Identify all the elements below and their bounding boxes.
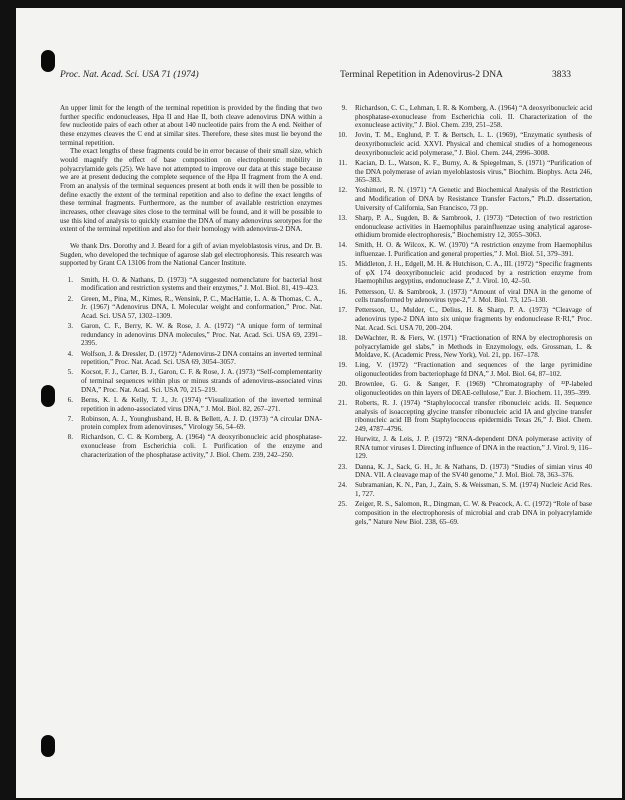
reference-item [60,368,322,394]
binder-hole [41,50,55,72]
reference-number: 5. [67,368,73,377]
reference-number: 10. [338,131,347,140]
reference-item [334,399,592,434]
reference-text: Yoshimori, R. N. (1971) “A Genetic and Biochemical Analysis of the Restriction and Modification of DNA by Resistance Transfer Factors,” Ph.D. dissertation, University of California, San Francisco, 73 pp. [355,186,592,212]
reference-item [60,276,322,293]
reference-item [334,361,592,378]
reference-item [334,186,592,212]
article-title: Terminal Repetition in Adenovirus-2 DNA [340,70,503,80]
reference-item [60,295,322,321]
reference-text: Garon, C. F., Berry, K. W. & Rose, J. A. (1972) “A unique form of terminal redundancy in adenovirus DNA molecules,” Proc. Nat. Acad. Sci. USA 69, 2391–2395. [81,322,322,348]
reference-number: 13. [338,213,347,222]
reference-item [334,481,592,498]
reference-text: Wolfson, J. & Dressler, D. (1972) “Adenovirus-2 DNA contains an inverted terminal repetition,” Proc. Nat. Acad. Sci. USA 69, 3054–3057. [81,349,322,367]
reference-number: 19. [338,361,347,370]
reference-text: Sharp, P. A., Sugden, B. & Sambrook, J. (1973) “Detection of two restriction endonuclease activities in Haemophilus parainfluenzae using analytical agarose-ethidium bromide electrophoresis,” Biochemistry 12, 3055–3063. [355,213,592,240]
reference-list [334,104,592,526]
reference-text: Subramanian, K. N., Pan, J., Zain, S. & Weissman, S. M. (1974) Nucleic Acid Res. 1, 727. [355,481,592,499]
reference-text: Smith, H. O. & Nathans, D. (1973) “A suggested nomenclature for bacterial host modification and restriction systems and their enzymes,” J. Mol. Biol. 81, 419–423. [81,275,322,293]
reference-item [60,396,322,413]
reference-number: 17. [338,306,347,315]
reference-item [60,322,322,348]
right-column [334,104,592,528]
reference-item [60,350,322,367]
reference-text: Zeiger, R. S., Salomon, R., Dingman, C. W. & Peacock, A. C. (1972) “Role of base composition in the electrophoresis of microbial and crab DNA in polyacrylamide gels,” Nature New Biol. 238, 65–69. [355,500,592,526]
reference-number: 21. [338,399,347,407]
reference-item [334,435,592,461]
binder-hole [41,735,55,757]
reference-item [334,214,592,240]
reference-number: 7. [67,414,73,423]
reference-number: 3. [67,322,73,331]
reference-number: 9. [341,104,347,112]
reference-item [60,433,322,459]
reference-number: 15. [338,260,347,269]
reference-number: 14. [338,241,347,250]
reference-text: Pettersson, U., Mulder, C., Delius, H. & Sharp, P. A. (1973) “Cleavage of adenovirus type-2 DNA into six unique fragments by endonuclease R·RI,” Proc. Nat. Acad. Sci. USA 70, 200–204. [355,306,592,332]
left-column [60,104,322,461]
reference-text: Danna, K. J., Sack, G. H., Jr. & Nathans, D. (1973) “Studies of simian virus 40 DNA. VII. A cleavage map of the SV40 genome,” J. Mol. Biol. 78, 363–376. [355,462,592,480]
reference-text: Richardson, C. C., Lehman, I. R. & Kornberg, A. (1964) “A deoxyribonucleic acid phosphatase-exonuclease from Escherichia coli. II. Characterization of the exonuclease activity,” J. Biol. Chem. 239, 251–258. [355,104,592,130]
reference-item [334,288,592,305]
reference-item [334,500,592,526]
reference-number: 16. [338,287,347,296]
reference-text: Roberts, R. J. (1974) “Staphylococcal transfer ribonucleic acids. II. Sequence analysis of isoaccepting glycine transfer ribonucleic acid IA and glycine transfer ribonucleic acid IB from Staphylococcus epidermidis Texas 26,” J. Biol. Chem. 249, 4787–4796. [355,399,592,433]
reference-number: 4. [67,349,73,358]
reference-text: Brownlee, G. G. & Sanger, F. (1969) “Chromatography of ³²P-labeled oligonucleotides on thin layers of DEAE-cellulose,” Eur. J. Biochem. 11, 395–399. [355,380,592,397]
reference-item [334,131,592,157]
reference-text: Middleton, J. H., Edgell, M. H. & Hutchison, C. A., III. (1972) “Specific fragments of φX 174 deoxyribonucleic acid produced by a restriction enzyme from Haemophilus aegyptius, endonuclease Z,” J. Virol. 10, 42–50. [355,260,592,286]
reference-text: Richardson, C. C. & Kornberg, A. (1964) “A deoxyribonucleic acid phosphatase-exonuclease from Escherichia coli. I. Purification of the enzyme and characterization of the phosphatase activity,” J. Biol. Chem. 239, 242–250. [81,433,322,459]
reference-text: Ling, V. (1972) “Fractionation and sequences of the large pyrimidine oligonucleotides from bacteriophage fd DNA,” J. Mol. Biol. 64, 87–102. [355,361,592,379]
reference-text: Kocsot, F. J., Carter, B. J., Garon, C. F. & Rose, J. A. (1973) “Self-complementarity of terminal sequences within plus or minus strands of adenovirus-associated virus DNA,” Proc. Nat. Acad. Sci. USA 70, 215–219. [81,368,322,394]
page-number: 3833 [552,70,571,80]
reference-item [334,380,592,397]
reference-number: 11. [338,158,347,167]
reference-text: Smith, H. O. & Wilcox, K. W. (1970) “A restriction enzyme from Haemophilus influenzae. I. Purification and general properties,” J. Mol. Biol. 51, 379–391. [355,241,592,258]
reference-number: 23. [338,462,347,471]
binder-hole [41,385,55,407]
body-paragraph: The exact lengths of these fragments could be in error because of their small size, which would magnify the effect of base composition on electrophoretic mobility in polyacrylamide gels (25). We have not attempted to improve our data at this stage because we are at present deducing the complete sequence of the Hpa II fragment from the A end. From an analysis of the terminal sequences present at both ends it will then be possible to define exactly the extent of the terminal repetition and also to define the exact lengths of these terminal fragments. Furthermore, as the number of available restriction enzymes increases, other cleavage sites close to the terminal will be found, and it will be possible to use this kind of analysis to quickly examine the DNA of many adenovirus serotypes for the extent of the terminal repetition and also for their homology with adenovirus-2 DNA. [60,147,322,234]
reference-number: 8. [67,433,73,442]
reference-number: 1. [67,275,73,284]
scanned-page [16,8,622,798]
reference-text: Jovin, T. M., Englund, P. T. & Bertsch, L. L. (1969), “Enzymatic synthesis of deoxyribonucleic acid. XXVI. Physical and chemical studies of a homogeneous deoxyribonucleic acid polymerase,” J. Biol. Chem. 244, 2996–3008. [355,131,592,157]
reference-number: 2. [67,294,73,303]
reference-number: 24. [338,481,347,490]
reference-text: Pettersson, U. & Sambrook, J. (1973) “Amount of viral DNA in the genome of cells transformed by adenovirus type-2,” J. Mol. Biol. 73, 125–130. [355,287,592,305]
reference-text: DeWachter, R. & Fiers, W. (1971) “Fractionation of RNA by electrophoresis on polyacrylamide gel slabs,” in Methods in Enzymology, eds. Grossman, L. & Moldave, K. (Academic Press, New York), Vol. 21, pp. 167–178. [355,333,592,360]
reference-item [334,260,592,286]
body-paragraph: An upper limit for the length of the terminal repetition is provided by the finding that two further specific endonucleases, Hpa II and Hae II, both cleave adenovirus DNA within a few nucleotide pairs of each other at about 140 nucleotide pairs from the A end. Neither of these enzymes cleaves the C end at similar sites. Therefore, these sites must lie beyond the terminal repetition. [60,104,322,147]
reference-text: Robinson, A. J., Younghusband, H. B. & Bellett, A. J. D. (1973) “A circular DNA-protein complex from adenoviruses,” Virology 56, 54–69. [81,414,322,432]
reference-number: 12. [338,186,347,195]
reference-list [60,276,322,460]
reference-item [334,306,592,332]
reference-item [334,104,592,130]
reference-text: Hurwitz, J. & Leis, J. P. (1972) “RNA-dependent DNA polymerase activity of RNA tumor viruses I. Directing influence of DNA in the reaction,” J. Virol. 9, 116–129. [355,435,592,461]
reference-text: Green, M., Pina, M., Kimes, R., Wensink, P. C., MacHattie, L. A. & Thomas, C. A., Jr. (1967) “Adenovirus DNA, I. Molecular weight and conformation,” Proc. Nat. Acad. Sci. USA 57, 1302–1309. [81,294,322,320]
reference-item [334,334,592,360]
reference-item [334,463,592,480]
acknowledgment: We thank Drs. Dorothy and J. Beard for a gift of avian myeloblastosis virus, and Dr. B. Sugden, who developed the technique of agarose slab gel electrophoresis. This research was supported by Grant CA 13106 from the National Cancer Institute. [60,241,322,268]
reference-item [334,159,592,185]
reference-number: 18. [338,333,347,342]
reference-text: Kacian, D. L., Watson, K. F., Burny, A. & Spiegelman, S. (1971) “Purification of the DNA polymerase of avian myeloblastosis virus,” Biochim. Biophys. Acta 246, 365–383. [355,158,592,185]
reference-number: 25. [338,500,347,509]
journal-citation: Proc. Nat. Acad. Sci. USA 71 (1974) [60,70,199,80]
reference-number: 22. [338,435,347,444]
reference-number: 6. [67,395,73,404]
reference-number: 20. [338,380,347,389]
reference-item [334,241,592,258]
reference-item [60,415,322,432]
reference-text: Berns, K. I. & Kelly, T. J., Jr. (1974) “Visualization of the inverted terminal repetition in adeno-associated virus DNA,” J. Mol. Biol. 82, 267–271. [81,395,322,413]
